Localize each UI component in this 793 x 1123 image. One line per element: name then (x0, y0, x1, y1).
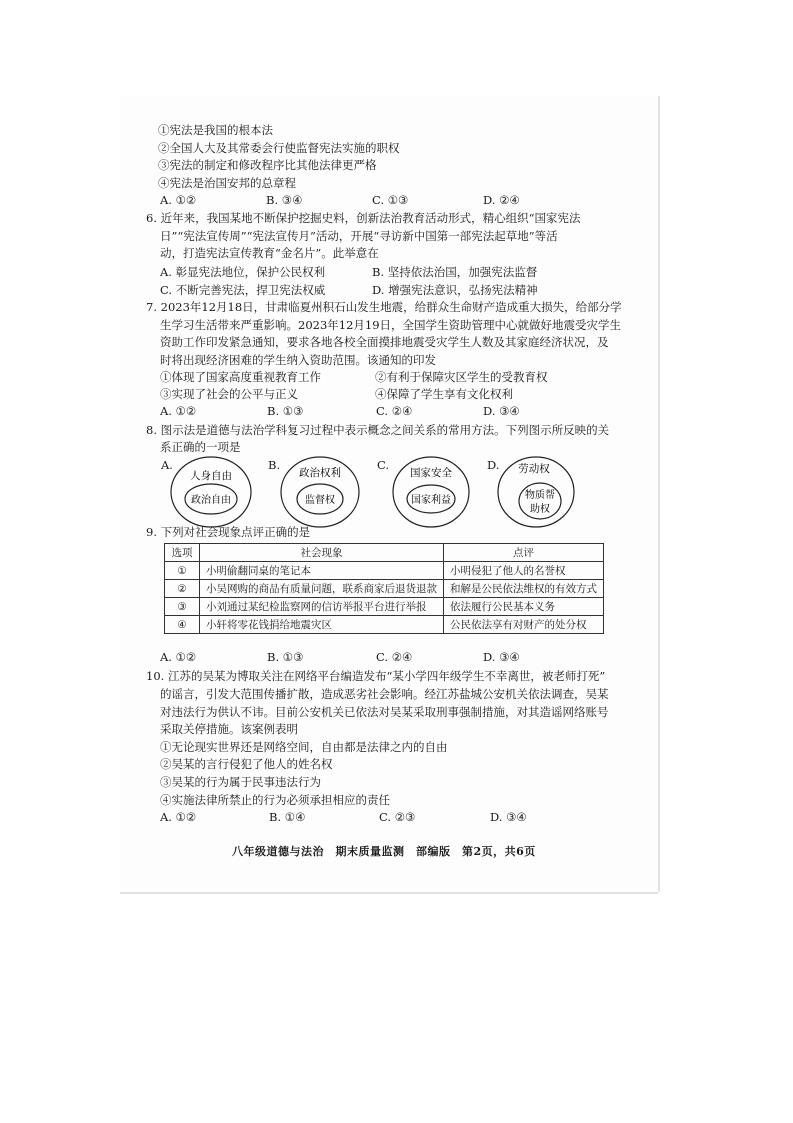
q9-option-a: A. ①② (160, 650, 197, 664)
q7-statement-4: ④保障了学生享有文化权利 (375, 387, 513, 401)
q6-stem-line-2: 日”“宪法宣传周”“宪法宣传月”活动，开展“寻访新中国第一部宪法起草地”等活 (160, 229, 558, 243)
q8-diagram-b-letter: B. (268, 458, 281, 472)
q8-diagram-c-outer-label: 国家安全 (410, 467, 452, 479)
q10-stem-line-4: 采取关停措施。该案例表明 (160, 722, 298, 736)
q5-statement-2: ②全国人大及其常委会行使监督宪法实施的职权 (158, 141, 400, 155)
q10-option-b: B. ①④ (269, 810, 306, 824)
q9-header-option: 选项 (165, 544, 200, 562)
q8-venn-diagrams (170, 455, 620, 530)
q9-row-4-comment: 公民依法享有对财产的处分权 (444, 616, 604, 634)
q8-diagram-c-inner-label: 国家利益 (411, 495, 451, 506)
q9-row-2-comment: 和解是公民依法维权的有效方式 (444, 580, 604, 598)
q9-row-4-phenomenon: 小轩将零花钱捐给地震灾区 (200, 616, 444, 634)
q9-table-header-row (165, 544, 604, 562)
q7-statement-3: ③实现了社会的公平与正义 (160, 387, 298, 401)
q10-stem-line-2: 的谣言，引发大范围传播扩散，造成恶劣社会影响。经江苏盐城公安机关依法调查，吴某 (160, 687, 609, 701)
q5-statement-4: ④宪法是治国安邦的总章程 (158, 176, 296, 190)
q7-stem-line-4: 时将出现经济困难的学生纳入资助范围。该通知的印发 (160, 353, 436, 367)
q5-option-c: C. ①③ (372, 193, 409, 207)
q10-stem-line-3: 对违法行为供认不讳。目前公安机关已依法对吴某采取刑事强制措施，对其造谣网络账号 (160, 705, 609, 719)
q9-row-4-index: ④ (165, 616, 200, 634)
q10-option-a: A. ①② (160, 810, 197, 824)
q6-option-d: D. 增强宪法意识，弘扬宪法精神 (372, 283, 538, 297)
q9-option-d: D. ③④ (483, 650, 520, 664)
q8-diagram-c (393, 457, 469, 527)
q10-statement-3: ③吴某的行为属于民事违法行为 (160, 775, 321, 789)
q8-diagram-a-outer-label: 人身自由 (190, 470, 232, 482)
q8-diagram-c-letter: C. (377, 458, 390, 472)
q10-stem-line-1: 10. 江苏的吴某为博取关注在网络平台编造发布“某小学四年级学生不幸离世，被老师打死” (146, 669, 606, 683)
q9-row-1-comment: 小明侵犯了他人的名誉权 (444, 562, 604, 580)
q7-statement-1: ①体现了国家高度重视教育工作 (160, 370, 321, 384)
q7-option-b: B. ①③ (267, 404, 304, 418)
q7-stem-line-3: 资助工作印发紧急通知，要求各地各校全面摸排地震受灾学生人数及其家庭经济状况，及 (160, 335, 609, 349)
q8-diagram-a-outer-ellipse (171, 457, 251, 527)
q9-stem: 9. 下列对社会现象点评正确的是 (146, 525, 311, 539)
q8-diagram-a (171, 457, 251, 527)
q8-diagram-b (281, 457, 359, 527)
q7-statement-2: ②有利于保障灾区学生的受教育权 (375, 370, 548, 384)
q5-option-d: D. ②④ (483, 193, 520, 207)
q9-row-2-phenomenon: 小吴网购的商品有质量问题，联系商家后退货退款 (200, 580, 444, 598)
q6-option-b: B. 坚持依法治国，加强宪法监督 (372, 265, 538, 279)
q5-option-a: A. ①② (160, 193, 197, 207)
q9-option-c: C. ②④ (376, 650, 413, 664)
q9-row-3-index: ③ (165, 598, 200, 616)
q8-diagram-d-inner-label-line-2: 助权 (530, 504, 550, 515)
q7-stem-line-1: 7. 2023年12月18日，甘肃临夏州积石山发生地震，给群众生命财产造成重大损失，给部分学 (146, 300, 622, 314)
table-row (165, 616, 604, 634)
q9-row-1-index: ① (165, 562, 200, 580)
q9-header-phenomenon: 社会现象 (200, 544, 444, 562)
q8-diagram-a-inner-label: 政治自由 (191, 495, 231, 506)
q8-diagram-b-outer-label: 政治权利 (299, 467, 341, 479)
q10-option-d: D. ③④ (490, 810, 527, 824)
q9-row-1-phenomenon: 小明偷翻同桌的笔记本 (200, 562, 444, 580)
q9-row-2-index: ② (165, 580, 200, 598)
table-row (165, 562, 604, 580)
q8-stem-line-1: 8. 图示法是道德与法治学科复习过程中表示概念之间关系的常用方法。下列图示所反映的关 (146, 423, 610, 437)
q8-diagram-b-inner-label: 监督权 (305, 495, 335, 506)
q8-diagram-d-outer-label: 劳动权 (518, 463, 550, 475)
q7-stem-line-2: 生学习生活带来严重影响。2023年12月19日，全国学生资助管理中心就做好地震受灾学生 (160, 318, 622, 332)
q8-diagram-a-letter: A. (161, 458, 173, 472)
q6-option-a: A. 彰显宪法地位，保护公民权利 (160, 265, 326, 279)
q10-statement-1: ①无论现实世界还是网络空间，自由都是法律之内的自由 (160, 740, 448, 754)
q5-option-b: B. ③④ (266, 193, 303, 207)
table-row (165, 598, 604, 616)
q6-option-c: C. 不断完善宪法，捍卫宪法权威 (160, 283, 326, 297)
page-footer: 八年级道德与法治 期末质量监测 部编版 第2页，共6页 (232, 845, 536, 858)
q5-statement-3: ③宪法的制定和修改程序比其他法律更严格 (158, 158, 377, 172)
q9-table (164, 543, 604, 634)
q10-option-c: C. ②③ (379, 810, 416, 824)
q6-stem-line-1: 6. 近年来，我国某地不断保护挖掘史料，创新法治教育活动形式，精心组织“国家宪法 (146, 211, 581, 225)
q5-statement-1: ①宪法是我国的根本法 (158, 123, 273, 137)
q7-option-d: D. ③④ (483, 404, 520, 418)
q8-diagram-d (498, 457, 574, 527)
q9-row-3-comment: 依法履行公民基本义务 (444, 598, 604, 616)
q7-option-a: A. ①② (160, 404, 197, 418)
q10-statement-4: ④实施法律所禁止的行为必须承担相应的责任 (160, 793, 390, 807)
q7-option-c: C. ②④ (376, 404, 413, 418)
q9-header-comment: 点评 (444, 544, 604, 562)
q8-diagram-d-letter: D. (487, 458, 500, 472)
q10-statement-2: ②吴某的言行侵犯了他人的姓名权 (160, 757, 333, 771)
q9-option-b: B. ①③ (267, 650, 304, 664)
table-row (165, 580, 604, 598)
q8-diagram-d-inner-label-line-1: 物质帮 (525, 490, 555, 501)
q8-stem-line-2: 系正确的一项是 (160, 440, 241, 454)
q6-stem-line-3: 动，打造宪法宣传教育“金名片”。此举意在 (160, 246, 379, 260)
q9-row-3-phenomenon: 小刘通过某纪检监察网的信访举报平台进行举报 (200, 598, 444, 616)
